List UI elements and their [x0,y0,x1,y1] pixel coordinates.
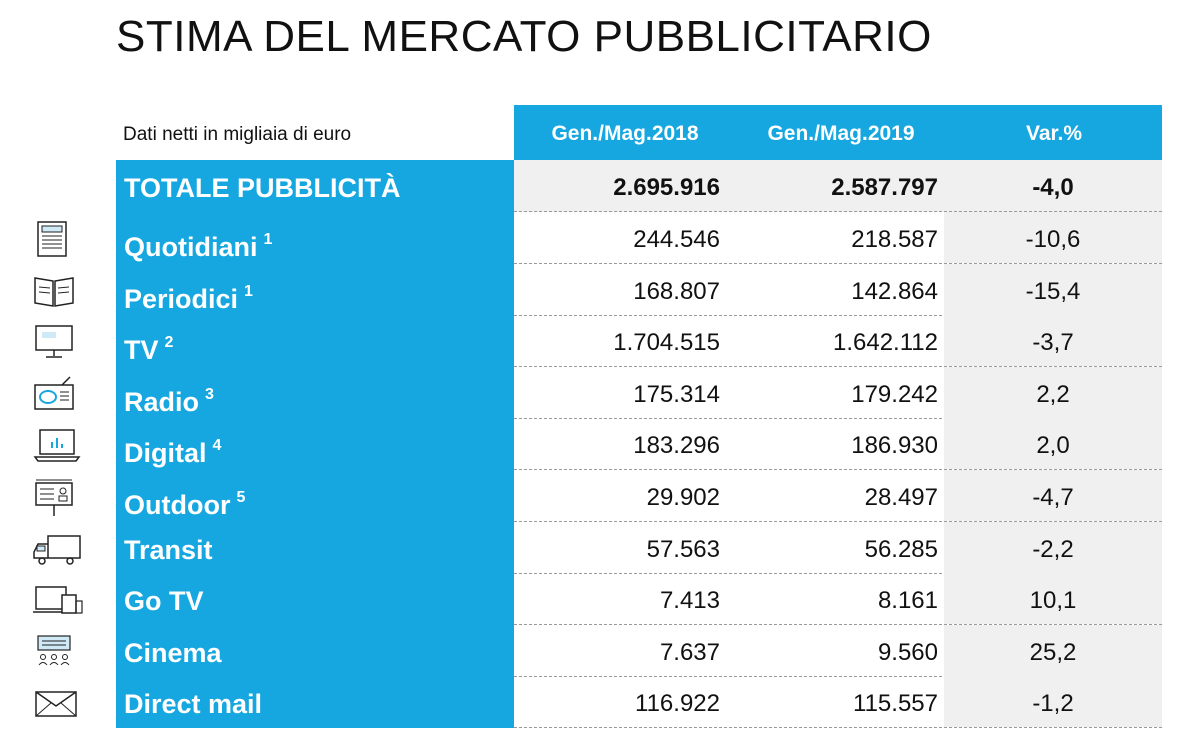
radio-icon [22,367,102,419]
value-2018: 116.922 [635,690,720,718]
table-row [116,264,1162,316]
row-label: Go TV [124,586,204,617]
value-2019: 8.161 [877,587,938,615]
unit-note: Dati netti in migliaia di euro [123,124,352,145]
value-2018: 29.902 [646,484,720,511]
row-label: Transit [124,534,213,565]
value-var: -3,7 [1032,329,1074,357]
tv-icon [22,315,102,367]
table-row [116,315,1162,367]
value-var: -4,7 [1032,484,1074,511]
value-2019: 2.587.797 [831,174,938,201]
value-2019: 1.642.112 [833,329,938,357]
magazine-icon [22,264,102,316]
value-2019: 186.930 [851,432,938,460]
table-row [116,470,1162,522]
footnote-marker: 1 [244,282,253,300]
row-label: Digital $^4$ [124,437,222,469]
value-2018: 57.563 [646,535,720,563]
footnote-marker: 2 [164,334,174,352]
value-2019: 9.560 [877,638,938,666]
value-2019: 179.242 [851,380,938,408]
row-label: Cinema [124,637,222,668]
value-2018: 7.413 [659,587,720,615]
newspaper-icon [22,212,102,264]
cinema-icon [22,625,102,677]
row-label: TV $^2$ [124,334,174,366]
value-2018: 183.296 [633,432,720,460]
table-row [116,573,1162,625]
footnote-marker: 1 [263,231,273,248]
value-var: 2,0 [1036,432,1070,460]
row-label: Direct mail [124,689,263,720]
table-row [116,418,1162,470]
value-2018: 244.546 [633,226,720,253]
row-label: Radio $^3$ [124,385,214,417]
table-row [116,367,1162,419]
column-header-var: Var.% [1025,122,1083,145]
value-2018: 7.637 [659,638,720,666]
row-label: TOTALE PUBBLICITÀ [124,173,401,203]
table-row-total [116,160,1162,212]
billboard-icon [22,470,102,522]
table-row [116,625,1162,677]
devices-icon [22,573,102,625]
laptop-icon [22,418,102,470]
value-2019: 142.864 [851,277,938,305]
value-2019: 115.557 [853,690,938,718]
value-var: 10,1 [1029,587,1077,615]
footnote-marker: 5 [236,489,246,506]
value-2018: 168.807 [633,277,720,305]
envelope-icon [22,676,102,728]
row-label: Quotidiani $^1$ [124,231,273,262]
row-label: Periodici $^1$ [124,282,253,314]
footnote-marker: 4 [212,437,222,455]
table-row [116,522,1162,574]
value-2019: 28.497 [864,484,938,511]
value-var: -2,2 [1032,535,1074,563]
page-title: STIMA DEL MERCATO PUBBLICITARIO [116,12,932,61]
value-var: 25,2 [1029,638,1077,666]
value-var: -15,4 [1025,277,1081,305]
value-var: 2,2 [1036,380,1070,408]
column-header-2018: Gen./Mag.2018 [551,122,699,145]
value-var: -10,6 [1025,226,1081,253]
value-2018: 2.695.916 [613,174,720,201]
table-header [514,105,1162,160]
footnote-marker: 3 [205,385,214,403]
truck-icon [22,522,102,574]
table-row [116,212,1162,264]
column-header-2019: Gen./Mag.2019 [767,122,915,145]
value-var: -1,2 [1032,690,1074,718]
value-2018: 175.314 [633,380,720,408]
value-2019: 56.285 [864,535,938,563]
value-var: -4,0 [1032,174,1074,201]
table-row [116,676,1162,728]
row-label: Outdoor $^5$ [124,489,246,520]
value-2019: 218.587 [851,226,938,253]
value-2018: 1.704.515 [613,329,720,357]
